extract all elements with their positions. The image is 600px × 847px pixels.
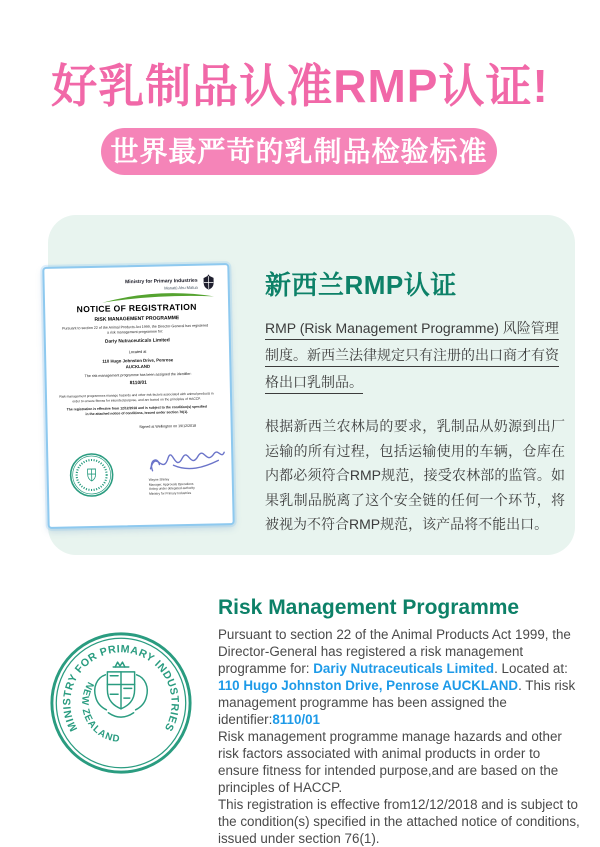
registration-certificate xyxy=(42,263,234,529)
rmp-section-heading: 新西兰RMP认证 xyxy=(265,270,457,300)
certificate-identifier: 8110/01 xyxy=(129,380,147,387)
mpi-seal xyxy=(48,630,194,776)
certificate-signed-line: Signed at Wellington on 19/12/2018 xyxy=(139,423,197,429)
seal-inner-text: NEW ZEALAND xyxy=(78,679,122,746)
signature-icon xyxy=(146,444,227,476)
seal-arc-text: MINISTRY FOR PRIMARY INDUSTRIES xyxy=(61,643,181,734)
certificate-identifier-label: The risk management programme has been assigned the identifier: xyxy=(84,371,192,379)
svg-text:NEW ZEALAND xyxy=(79,680,121,745)
seal-coat-of-arms-icon xyxy=(95,662,148,717)
certificate-located-label: Located at xyxy=(128,349,147,355)
signatory-name: Wayne Shirley xyxy=(148,477,170,482)
signatory-role: Manager, Approvals Operations xyxy=(148,481,194,487)
certificate-company-name: Dariy Nutraceuticals Limited xyxy=(104,338,170,345)
certificate-stamp-icon xyxy=(68,452,115,499)
programme-section-heading: Risk Management Programme xyxy=(218,596,520,619)
signatory-authority: Acting under delegated authority xyxy=(148,485,195,491)
certificate-subtitle: RISK MANAGEMENT PROGRAMME xyxy=(94,315,180,323)
certificate-effective-text: The registration is effective from 12/12/2018 and is subject to the condition(s) specified in the attached notice of conditions, issued under section 76(1). xyxy=(66,404,207,416)
rmp-info-card xyxy=(48,215,575,555)
certificate-ministry-maori: Manatū Ahu Matua xyxy=(164,284,198,290)
certificate-ministry-name: Ministry for Primary Industries xyxy=(125,277,198,286)
page-title: 好乳制品认准RMP认证! xyxy=(51,60,549,112)
certificate-pursuant-text: Pursuant to section 22 of the Animal Products Act 1999, the Director-General has registered a risk management programme for: xyxy=(62,323,209,335)
subtitle-pill: 世界最严苛的乳制品检验标准 xyxy=(101,128,497,175)
rmp-body-text: 根据新西兰农林局的要求，乳制品从奶源到出厂运输的所有过程，包括运输使用的车辆，仓库在内都必须符合RMP规范，接受农林部的监管。如果乳制品脱离了这个安全链的任何一个环节，将被视为不符合RMP规范，该产品将不能出口。 xyxy=(265,418,565,532)
certificate-note-text: Risk management programmes manage hazards and other risk factors associated with animal products in order to ensure fitness for intended purpose, and are based on the principles of HACCP. xyxy=(59,391,214,403)
rmp-intro-text: RMP (Risk Management Programme) 风险管理制度。新西兰法律规定只有注册的出口商才有资格出口乳制品。 xyxy=(265,320,559,390)
certificate-title: NOTICE OF REGISTRATION xyxy=(76,301,197,315)
programme-paragraph: Pursuant to section 22 of the Animal Products Act 1999, the Director-General has registered a risk management programme for: Dariy Nutraceuticals Limited. Located at: 110 Hugo Johnston Drive, Penrose AUCKLAND. This risk management programme has been assigned the identifier:8110/01 Risk management programme manage hazards and other risk factors associated with animal products in order to ensure fitness for intended purpose,and are based on the principles of HACCP. This registration is effective from12/12/2018 and is subject to the condition(s) specified in the attached notice of conditions, issued under section 76(1). xyxy=(218,627,580,846)
certificate-address-line2: AUCKLAND xyxy=(125,363,151,370)
mpi-coat-of-arms-icon xyxy=(201,274,215,290)
signatory-ministry: Ministry for Primary Industries xyxy=(148,490,192,496)
certificate-address-line1: 110 Hugo Johnston Drive, Penrose xyxy=(102,357,174,364)
signatory-block xyxy=(149,476,229,496)
